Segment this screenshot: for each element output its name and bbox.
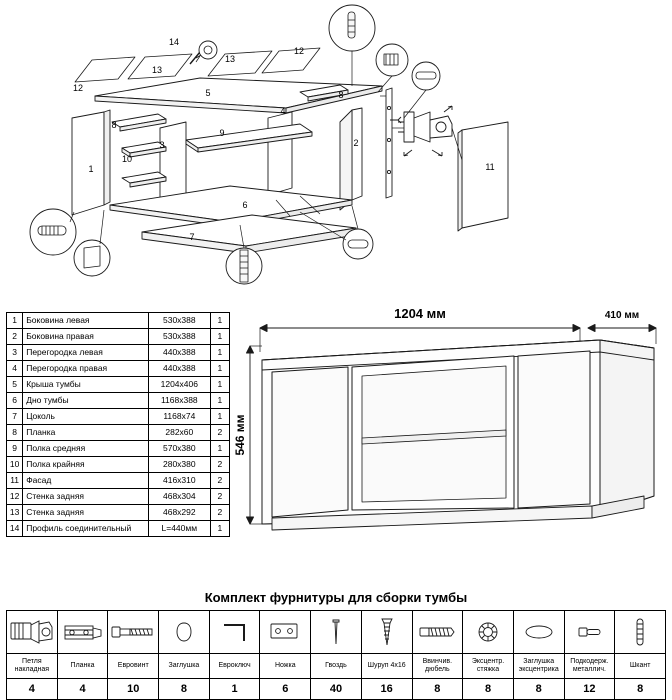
svg-text:6: 6 bbox=[242, 200, 248, 210]
kit-count-dowel-screw: 8 bbox=[412, 679, 463, 700]
kit-count-cam-lock: 8 bbox=[463, 679, 514, 700]
table-row: 12 Стенка задняя 468х304 2 bbox=[7, 489, 230, 505]
svg-text:12: 12 bbox=[293, 46, 305, 56]
kit-counts-row bbox=[7, 679, 666, 700]
kit-icons-row bbox=[7, 611, 666, 654]
kit-label-hinge: Петля накладная bbox=[7, 654, 58, 679]
dowel-icon bbox=[632, 615, 648, 649]
hardware-kit-table bbox=[6, 610, 666, 700]
kit-count-dowel: 8 bbox=[615, 679, 666, 700]
table-row: 14 Профиль соединительный L=440мм 1 bbox=[7, 521, 230, 537]
kit-cell-cam-lock bbox=[463, 611, 514, 654]
svg-text:1: 1 bbox=[88, 164, 94, 174]
plate-icon bbox=[61, 617, 105, 647]
kit-label-cam-lock: Эксцентр. стяжка bbox=[463, 654, 514, 679]
kit-cell-eurokey bbox=[209, 611, 260, 654]
kit-count-shelf-support: 12 bbox=[564, 679, 615, 700]
cap-icon bbox=[171, 619, 197, 645]
table-row: 10 Полка крайняя 280х380 2 bbox=[7, 457, 230, 473]
svg-text:5: 5 bbox=[205, 88, 211, 98]
shelf-support-icon bbox=[573, 621, 605, 643]
table-row: 1 Боковина левая 530х388 1 bbox=[7, 313, 230, 329]
depth-label: 410 мм bbox=[604, 310, 640, 321]
kit-cell-nail bbox=[311, 611, 362, 654]
table-row: 4 Перегородка правая 440х388 1 bbox=[7, 361, 230, 377]
table-row: 9 Полка средняя 570х380 1 bbox=[7, 441, 230, 457]
kit-count-euroscrew: 10 bbox=[108, 679, 159, 700]
cabinet-body bbox=[262, 340, 654, 530]
hardware-kit-title: Комплект фурнитуры для сборки тумбы bbox=[204, 590, 468, 605]
screw-icon bbox=[379, 615, 395, 649]
svg-text:10: 10 bbox=[121, 154, 133, 164]
kit-cell-cam-cap bbox=[513, 611, 564, 654]
hinge-icon bbox=[8, 615, 56, 649]
hinge-detail bbox=[398, 112, 452, 142]
kit-count-screw: 16 bbox=[361, 679, 412, 700]
svg-text:8: 8 bbox=[111, 120, 117, 130]
kit-label-cam-cap: Заглушка эксцентрика bbox=[513, 654, 564, 679]
table-row: 8 Планка 282х60 2 bbox=[7, 425, 230, 441]
svg-text:2: 2 bbox=[353, 138, 359, 148]
svg-text:12: 12 bbox=[72, 83, 84, 93]
kit-cell-hinge bbox=[7, 611, 58, 654]
eurokey-icon bbox=[218, 617, 252, 647]
nail-icon bbox=[328, 616, 344, 648]
kit-label-eurokey: Евроключ bbox=[209, 654, 260, 679]
leg-icon bbox=[265, 618, 305, 646]
svg-text:13: 13 bbox=[151, 65, 163, 75]
kit-count-hinge: 4 bbox=[7, 679, 58, 700]
cam-cap-icon bbox=[522, 621, 556, 643]
table-row: 3 Перегородка левая 440х388 1 bbox=[7, 345, 230, 361]
kit-label-screw: Шуруп 4х16 bbox=[361, 654, 412, 679]
kit-cell-dowel-screw bbox=[412, 611, 463, 654]
kit-label-dowel-screw: Ввинчив. дюбель bbox=[412, 654, 463, 679]
kit-label-leg: Ножка bbox=[260, 654, 311, 679]
table-row: 5 Крыша тумбы 1204х406 1 bbox=[7, 377, 230, 393]
kit-count-cap: 8 bbox=[159, 679, 210, 700]
kit-count-eurokey: 1 bbox=[209, 679, 260, 700]
kit-label-cap: Заглушка bbox=[159, 654, 210, 679]
back-panel-group bbox=[75, 48, 320, 82]
width-label: 1204 мм bbox=[394, 306, 446, 321]
kit-label-nail: Гвоздь bbox=[311, 654, 362, 679]
height-dimension bbox=[247, 346, 263, 524]
kit-label-euroscrew: Евровинт bbox=[108, 654, 159, 679]
finished-unit-drawing bbox=[232, 282, 672, 552]
svg-text:4: 4 bbox=[280, 106, 286, 116]
table-row: 7 Цоколь 1168х74 1 bbox=[7, 409, 230, 425]
svg-text:9: 9 bbox=[219, 128, 225, 138]
kit-cell-leg bbox=[260, 611, 311, 654]
kit-label-shelf-support: Подкодерж. металлич. bbox=[564, 654, 615, 679]
svg-text:7: 7 bbox=[189, 232, 195, 242]
kit-cell-shelf-support bbox=[564, 611, 615, 654]
svg-text:14: 14 bbox=[168, 37, 180, 47]
kit-count-plate: 4 bbox=[57, 679, 108, 700]
svg-text:3: 3 bbox=[159, 140, 165, 150]
svg-text:11: 11 bbox=[485, 162, 495, 172]
kit-count-leg: 6 bbox=[260, 679, 311, 700]
kit-cell-screw bbox=[361, 611, 412, 654]
kit-label-dowel: Шкант bbox=[615, 654, 666, 679]
cam-lock-icon bbox=[474, 618, 502, 646]
dowel-screw-icon bbox=[417, 622, 457, 642]
exploded-assembly-diagram bbox=[0, 0, 672, 290]
svg-text:8: 8 bbox=[338, 90, 344, 100]
svg-text:13: 13 bbox=[224, 54, 236, 64]
height-label: 546 мм bbox=[233, 414, 247, 456]
euroscrew-icon bbox=[110, 622, 156, 642]
table-row: 11 Фасад 416х310 2 bbox=[7, 473, 230, 489]
table-row: 2 Боковина правая 530х388 1 bbox=[7, 329, 230, 345]
kit-cell-euroscrew bbox=[108, 611, 159, 654]
kit-count-nail: 40 bbox=[311, 679, 362, 700]
table-row: 6 Дно тумбы 1168х388 1 bbox=[7, 393, 230, 409]
kit-cell-cap bbox=[159, 611, 210, 654]
parts-list-table bbox=[6, 312, 230, 537]
table-row: 13 Стенка задняя 468х292 2 bbox=[7, 505, 230, 521]
kit-label-plate: Планка bbox=[57, 654, 108, 679]
kit-count-cam-cap: 8 bbox=[513, 679, 564, 700]
kit-cell-plate bbox=[57, 611, 108, 654]
kit-labels-row bbox=[7, 654, 666, 679]
kit-cell-dowel bbox=[615, 611, 666, 654]
